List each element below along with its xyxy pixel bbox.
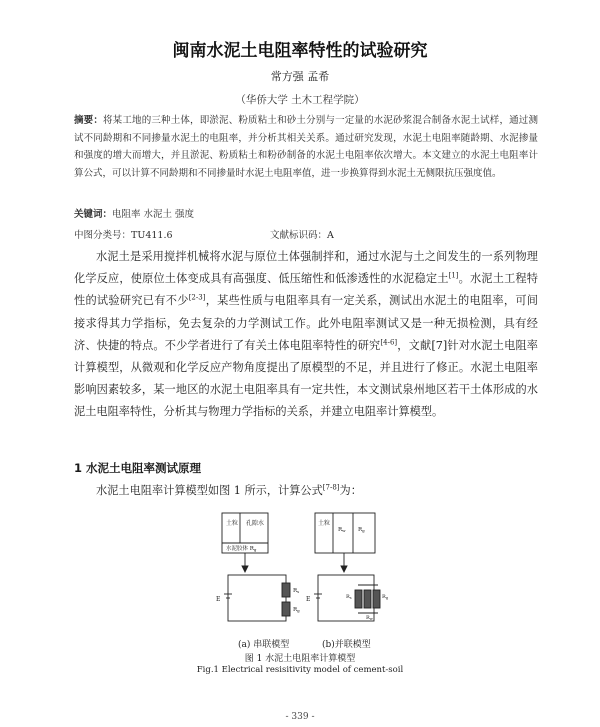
intro-text-b: 。水泥土工程特性的试验研究已有不少 bbox=[74, 272, 538, 308]
citation: [1] bbox=[448, 271, 459, 280]
rg-label-a: Rg bbox=[293, 607, 300, 613]
classification-line bbox=[74, 227, 538, 241]
keywords-text: 电阻率 水泥土 强度 bbox=[112, 209, 195, 220]
rw-label-block: Rw bbox=[338, 527, 346, 533]
subcaption-b: (b)并联模型 bbox=[322, 640, 371, 650]
pore-water-label: 孔隙水 bbox=[246, 520, 265, 527]
intro-text-d: ，文献[7]针对水泥土电阻率计算模型，从微观和化学反应产物角度提出了原模型的不足，并且进行了修正。水泥土电阻率影响因素较多，某一地区的水泥土电阻率具有一定共性，本文测试泉州地区若干土体形成的水泥土电阻率特性，分析其与物理力学指标的关系，并建立电阻率计算模型。 bbox=[74, 338, 538, 419]
section-1-text-b: 为： bbox=[339, 484, 362, 497]
abstract-label: 摘要： bbox=[74, 115, 104, 126]
subcaption-a: (a) 串联模型 bbox=[238, 640, 290, 650]
intro-text-c: ，某些性质与电阻率具有一定关系，测试出水泥土的电阻率，可间接求得其力学指标，免去复杂的力学测试工作。此外电阻率测试又是一种无损检测，具有经济、快捷的特点。不少学者进行了有关土体电阻率特性的研究 bbox=[74, 294, 538, 352]
intro-paragraph bbox=[74, 246, 538, 424]
intro-section bbox=[74, 246, 538, 424]
paper-title: 闽南水泥土电阻率特性的试验研究 bbox=[172, 41, 428, 61]
abstract-text: 将某工地的三种土体，即淤泥、粉质粘土和砂土分别与一定量的水泥砂浆混合制备水泥土试样，通过测试不同龄期和不同掺量水泥土的电阻率，并分析其相关关系。通过研究发现，水泥土电阻率随龄期、水泥掺量和强度的增大而增大，并且淤泥、粉质粘土和粉砂制备的水泥土电阻率依次增大。本文建立的水泥土电阻率计算公式，可以计算不同龄期和不同掺量时水泥土电阻率值，进一步换算得到水泥土无侧限抗压强度值。 bbox=[74, 115, 538, 179]
section-1-text bbox=[96, 482, 362, 498]
document-code: 文献标识码：A bbox=[270, 230, 334, 241]
section-1-text-a: 水泥土电阻率计算模型如图 1 所示，计算公式 bbox=[96, 484, 323, 497]
emf-label-b: E bbox=[306, 596, 311, 603]
rs-label-a: Rs bbox=[293, 588, 300, 594]
resistor-rs bbox=[282, 583, 290, 597]
rs-label-b: $R_s$ bbox=[346, 594, 352, 600]
section-1-heading: 1 水泥土电阻率测试原理 bbox=[74, 461, 202, 475]
emf-label-a: E bbox=[216, 596, 221, 603]
keywords-label: 关键词： bbox=[74, 209, 113, 220]
citation: [7-8] bbox=[322, 483, 340, 492]
rg-label-b: $R_g$ bbox=[382, 594, 389, 600]
citation: [2-3] bbox=[188, 293, 206, 302]
resistor-rg-b bbox=[364, 590, 371, 608]
citation: [4-6] bbox=[380, 338, 398, 347]
page-number: - 339 - bbox=[285, 712, 315, 722]
soil-label-a: 土粒 bbox=[226, 520, 239, 527]
parallel-model-block bbox=[315, 513, 375, 553]
paper-affiliation: （华侨大学 土木工程学院） bbox=[235, 94, 365, 106]
resistor-rw-b bbox=[373, 590, 380, 608]
class-number: 中图分类号：TU411.6 bbox=[74, 230, 173, 241]
abstract bbox=[74, 112, 538, 182]
soil-label-b: 土粒 bbox=[318, 520, 331, 527]
series-circuit bbox=[228, 575, 286, 621]
resistor-rs-b bbox=[355, 590, 362, 608]
figure-caption-cn: 图 1 水泥土电阻率计算模型 bbox=[244, 654, 356, 664]
rg-label-block: Rg bbox=[358, 527, 365, 533]
figure-caption-en: Fig.1 Electrical resisitivity model of cement-soil bbox=[196, 665, 404, 675]
resistor-rg bbox=[282, 602, 290, 616]
paper-authors: 常方强 孟希 bbox=[270, 70, 330, 83]
figure-1-diagram bbox=[200, 505, 400, 635]
keywords bbox=[74, 206, 538, 220]
intro-text-a: 水泥土是采用搅拌机械将水泥与原位土体强制拌和，通过水泥与土之间发生的一系列物理化学反应，使原位土体变成具有高强度、低压缩性和低渗透性的水泥稳定土 bbox=[74, 250, 538, 286]
cement-paste-label: 水泥胶体 Rg bbox=[226, 546, 257, 552]
rw-label-b: $R_w$ bbox=[366, 615, 373, 621]
